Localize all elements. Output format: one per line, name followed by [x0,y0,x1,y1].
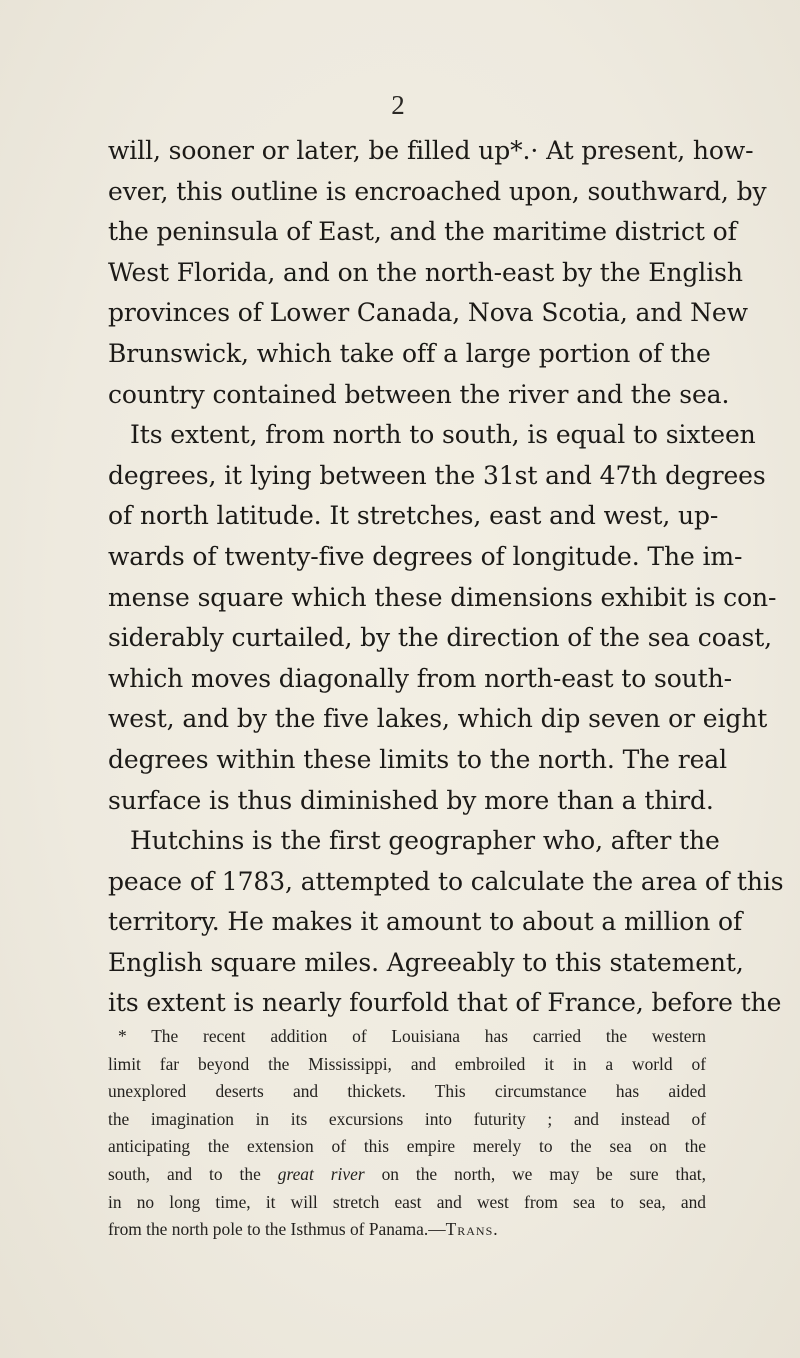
text-line: surface is thus diminished by more than a third. [108,785,714,815]
text-line: which moves diagonally from north-east to south- [108,663,732,693]
text-line: the peninsula of East, and the maritime district of [108,217,737,247]
footnote-text: on the north, we may be sure that, [381,1163,706,1184]
text-line: peace of 1783, attempted to calculate the area of this [108,866,784,896]
text-line: degrees within these limits to the north. The real [108,744,727,774]
text-line: territory. He makes it amount to about a million of [108,907,743,937]
text-line: of north latitude. It stretches, east and west, up- [108,501,719,531]
footnote-line: unexplored deserts and thickets. This circumstance has aided [108,1081,706,1102]
text-line: will, sooner or later, be filled up*.· At present, how- [108,136,754,165]
text-line: country contained between the river and the sea. [108,379,730,409]
translator-mark: Trans. [445,1219,499,1240]
footnote-line: anticipating the extension of this empire merely to the sea on the [108,1136,706,1157]
text-line: siderably curtailed, by the direction of the sea coast, [108,623,772,653]
text-line: ever, this outline is encroached upon, southward, by [108,176,767,206]
text-line: mense square which these dimensions exhibit is con- [108,582,777,612]
text-line: provinces of Lower Canada, Nova Scotia, and New [108,298,748,328]
text-line: English square miles. Agreeably to this statement, [108,947,744,977]
main-text [108,131,784,1024]
footnote-line: the imagination in its excursions into futurity ; and instead of [108,1108,706,1129]
footnote-line [108,1161,706,1189]
footnote-line: * The recent addition of Louisiana has carried the western [118,1026,706,1046]
footnote-line [108,1216,706,1244]
page-number: 2 [391,90,405,120]
text-line: West Florida, and on the north-east by the English [108,257,743,287]
text-line: west, and by the five lakes, which dip seven or eight [108,704,768,734]
text-line: Brunswick, which take off a large portion of the [108,338,711,368]
text-line: its extent is nearly fourfold that of France, before the [108,988,782,1018]
text-line: Its extent, from north to south, is equal to sixteen [130,420,756,450]
text-line: degrees, it lying between the 31st and 47th degrees [108,460,766,490]
footnote-line: in no long time, it will stretch east and west from sea to sea, and [108,1191,706,1212]
footnote-line: limit far beyond the Mississippi, and embroiled it in a world of [108,1053,706,1074]
footnote-italic-text: great river [277,1163,365,1184]
footnote [108,1023,706,1244]
footnote-text: south, and to the [108,1163,261,1184]
text-line: wards of twenty-five degrees of longitude. The im- [108,541,743,571]
text-line: Hutchins is the first geographer who, after the [130,826,720,856]
footnote-text: from the north pole to the Isthmus of Panama.— [108,1219,446,1240]
